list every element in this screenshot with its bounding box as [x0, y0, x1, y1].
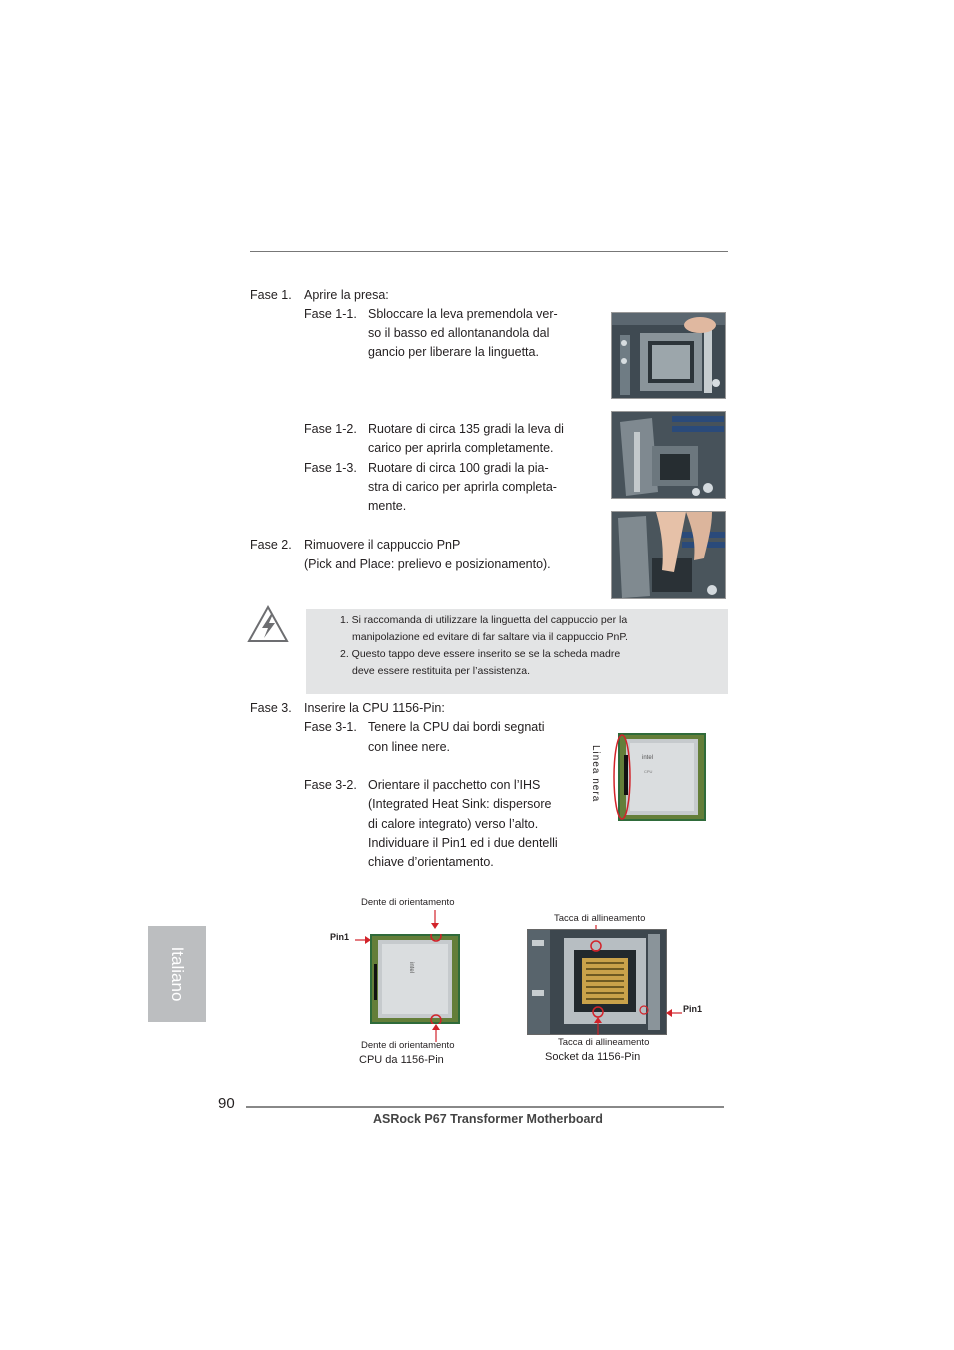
- note-line-2: manipolazione ed evitare di far saltare via il cappuccio PnP.: [352, 631, 628, 643]
- page-number: 90: [218, 1095, 235, 1112]
- socket-key-top-label: Tacca di allineamento: [554, 913, 646, 924]
- cpu-notch-top-label: Dente di orientamento: [361, 897, 455, 908]
- step1-1-label: Fase 1-1.: [304, 307, 357, 321]
- socket-pin1-label: Pin1: [683, 1004, 703, 1014]
- note-line-1: 1. Si raccomanda di utilizzare la linguetta del cappuccio per la: [340, 614, 628, 626]
- step3-1-label: Fase 3-1.: [304, 720, 357, 734]
- photo-open-lever: [611, 411, 726, 499]
- svg-text:CPU: CPU: [644, 769, 653, 774]
- note-line-3: 2. Questo tappo deve essere inserito se se la scheda madre: [340, 648, 621, 660]
- socket-pin1-arrow-icon: [666, 1005, 682, 1015]
- svg-text:intel: intel: [408, 962, 414, 974]
- step1-1-line3: gancio per liberare la linguetta.: [368, 345, 539, 359]
- photo-remove-cap: [611, 511, 726, 599]
- step1-3-line2: stra di carico per aprirla completa-: [368, 480, 557, 494]
- step2-line1: Rimuovere il cappuccio PnP: [304, 538, 461, 552]
- step3-2-line5: chiave d’orientamento.: [368, 855, 494, 869]
- socket-key-bottom-arrow-icon: [591, 1017, 605, 1035]
- footer-title: ASRock P67 Transformer Motherboard: [373, 1112, 603, 1126]
- footer-rule: [246, 1106, 724, 1108]
- socket-key-bottom-label: Tacca di allineamento: [558, 1037, 650, 1048]
- cpu-pin1-arrow-icon: [355, 932, 371, 942]
- step3-1-line2: con linee nere.: [368, 740, 451, 754]
- step3-2-label: Fase 3-2.: [304, 778, 357, 792]
- step3-2-line2: (Integrated Heat Sink: dispersore: [368, 797, 552, 811]
- step3-2-line4: Individuare il Pin1 ed i due dentelli: [368, 836, 558, 850]
- step2-label: Fase 2.: [250, 538, 292, 552]
- svg-text:intel: intel: [642, 755, 654, 761]
- step3-1-line1: Tenere la CPU dai bordi segnati: [368, 720, 545, 734]
- top-rule: [250, 251, 728, 252]
- step3-text: Inserire la CPU 1156-Pin:: [304, 701, 445, 715]
- step1-1-line2: so il basso ed allontanandola dal: [368, 326, 550, 340]
- warning-icon: [247, 604, 289, 644]
- black-line-label-box: [590, 745, 609, 805]
- note-line-4: deve essere restituita per l’assistenza.: [352, 665, 531, 677]
- step1-2-label: Fase 1-2.: [304, 422, 357, 436]
- step3-2-line3: di calore integrato) verso l’alto.: [368, 817, 539, 831]
- cpu-photo: [610, 733, 708, 823]
- step1-3-label: Fase 1-3.: [304, 461, 357, 475]
- step1-2-line2: carico per aprirla completamente.: [368, 441, 554, 455]
- cpu-notch-bottom-label: Dente di orientamento: [361, 1040, 455, 1051]
- step1-1-line1: Sbloccare la leva premendola ver-: [368, 307, 558, 321]
- step3-2-line1: Orientare il pacchetto con l’IHS: [368, 778, 541, 792]
- socket-caption: Socket da 1156-Pin: [545, 1051, 641, 1063]
- step1-2-line1: Ruotare di circa 135 gradi la leva di: [368, 422, 564, 436]
- step1-3-line3: mente.: [368, 499, 407, 513]
- step1-text: Aprire la presa:: [304, 288, 389, 302]
- cpu-pin1-label: Pin1: [330, 932, 350, 942]
- language-tab: [148, 926, 206, 1022]
- language-tab-label: Italiano: [168, 946, 187, 1002]
- photo-unlock-lever: [611, 312, 726, 399]
- step1-label: Fase 1.: [250, 288, 292, 302]
- cpu-diagram-photo: [370, 934, 460, 1024]
- step2-line2: (Pick and Place: prelievo e posizionamento).: [304, 557, 551, 571]
- cpu-notch-top-arrow-icon: [428, 910, 442, 930]
- black-line-label: Linea nera: [590, 745, 601, 803]
- cpu-caption: CPU da 1156-Pin: [359, 1054, 444, 1066]
- step1-3-line1: Ruotare di circa 100 gradi la pia-: [368, 461, 549, 475]
- step3-label: Fase 3.: [250, 701, 292, 715]
